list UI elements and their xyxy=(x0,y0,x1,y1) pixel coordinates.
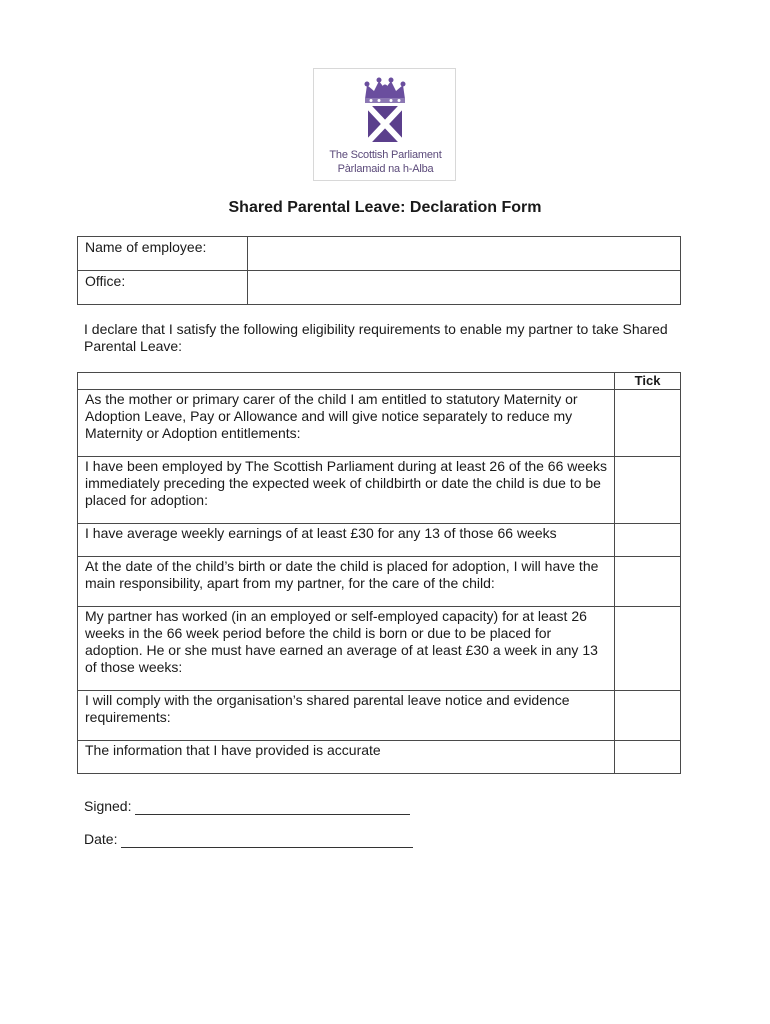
table-row xyxy=(78,607,681,691)
requirement-statement: I have been employed by The Scottish Parliament during at least 26 of the 66 weeks immediately preceding the expected week of childbirth or date the child is due to be placed for adoption: xyxy=(78,457,615,524)
crown-saltire-emblem-icon xyxy=(361,77,409,147)
signed-line xyxy=(84,798,410,815)
employee-name-label: Name of employee: xyxy=(78,237,248,271)
logo-text-english: The Scottish Parliament xyxy=(329,149,442,161)
office-row xyxy=(78,271,681,305)
parliament-logo xyxy=(313,68,456,181)
tick-box[interactable] xyxy=(615,557,681,607)
page-title: Shared Parental Leave: Declaration Form xyxy=(228,199,542,216)
table-row xyxy=(78,457,681,524)
tick-box[interactable] xyxy=(615,524,681,557)
signed-label: Signed: xyxy=(84,798,132,814)
employee-name-row xyxy=(78,237,681,271)
declaration-intro: I declare that I satisfy the following eligibility requirements to enable my partner to take Shared Parental Leave: xyxy=(84,321,668,354)
table-row xyxy=(78,557,681,607)
tick-box[interactable] xyxy=(615,390,681,457)
office-label: Office: xyxy=(78,271,248,305)
statement-column-header xyxy=(78,373,615,390)
table-row xyxy=(78,390,681,457)
table-row xyxy=(78,524,681,557)
date-line xyxy=(84,831,413,848)
date-label: Date: xyxy=(84,831,118,847)
tick-box[interactable] xyxy=(615,457,681,524)
tick-box[interactable] xyxy=(615,691,681,741)
table-row xyxy=(78,691,681,741)
requirement-statement: My partner has worked (in an employed or self-employed capacity) for at least 26 weeks in the 66 week period before the child is born or due to be placed for adoption. He or she must have earned an average of at least £30 a week in any 13 of those weeks: xyxy=(78,607,615,691)
table-row xyxy=(78,741,681,774)
requirements-table xyxy=(77,372,681,774)
office-field[interactable] xyxy=(248,271,681,305)
requirement-statement: The information that I have provided is accurate xyxy=(78,741,615,774)
employee-details-table xyxy=(77,236,681,305)
tick-box[interactable] xyxy=(615,741,681,774)
requirement-statement: I will comply with the organisation’s shared parental leave notice and evidence requirements: xyxy=(78,691,615,741)
employee-name-field[interactable] xyxy=(248,237,681,271)
tick-column-header: Tick xyxy=(615,373,681,390)
requirements-header-row xyxy=(78,373,681,390)
requirement-statement: As the mother or primary carer of the child I am entitled to statutory Maternity or Adoption Leave, Pay or Allowance and will give notice separately to reduce my Maternity or Adoption entitlements: xyxy=(78,390,615,457)
requirement-statement: At the date of the child’s birth or date the child is placed for adoption, I will have the main responsibility, apart from my partner, for the care of the child: xyxy=(78,557,615,607)
tick-box[interactable] xyxy=(615,607,681,691)
signature-field[interactable] xyxy=(135,800,410,815)
logo-text-gaelic: Pàrlamaid na h-Alba xyxy=(337,163,434,175)
requirement-statement: I have average weekly earnings of at least £30 for any 13 of those 66 weeks xyxy=(78,524,615,557)
date-field[interactable] xyxy=(121,833,413,848)
